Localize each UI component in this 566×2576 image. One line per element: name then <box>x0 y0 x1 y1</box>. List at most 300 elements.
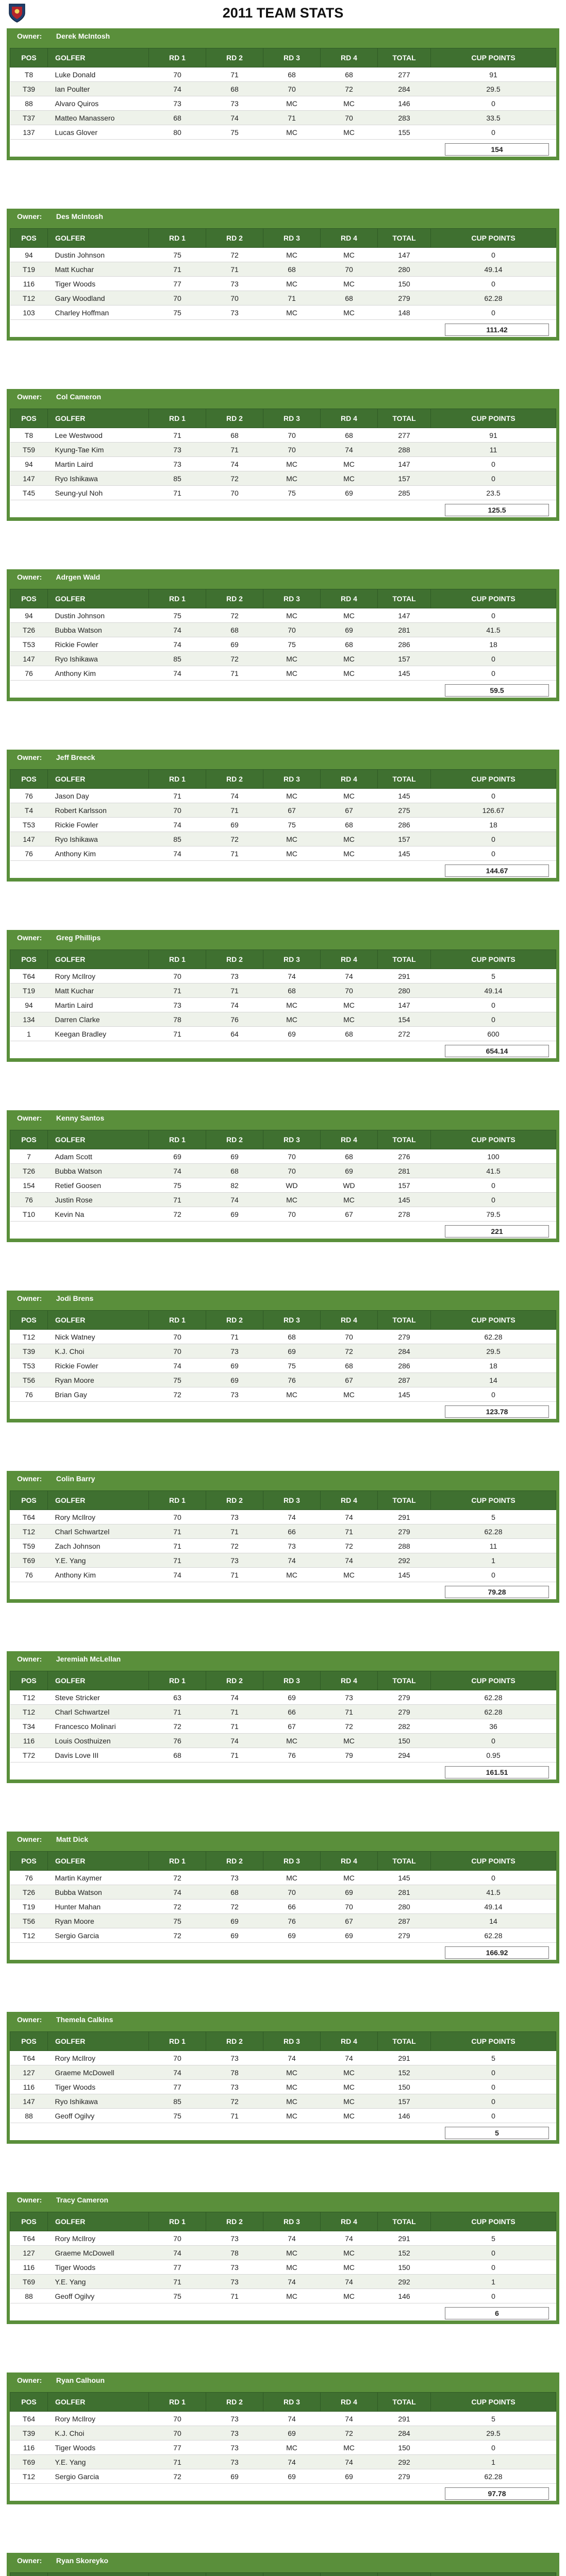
cell-rd3: MC <box>263 998 321 1012</box>
table-row <box>10 1553 556 1568</box>
cell-rd2: 78 <box>206 2246 263 2260</box>
col-header-pos: POS <box>10 229 48 248</box>
cell-rd4: 69 <box>321 623 378 637</box>
col-header-rd2: RD 2 <box>206 2393 263 2412</box>
cell-cup-points: 23.5 <box>431 486 556 500</box>
team-cup-points-total: 125.5 <box>445 504 549 516</box>
cell-rd1: 73 <box>149 998 206 1012</box>
cell-rd3: 70 <box>263 623 321 637</box>
cell-golfer: Zach Johnson <box>48 1539 149 1553</box>
cell-rd1: 74 <box>149 1359 206 1373</box>
col-header-rd4: RD 4 <box>321 2393 378 2412</box>
col-header-rd1: RD 1 <box>149 48 206 67</box>
cell-golfer: Steve Stricker <box>48 1690 149 1705</box>
cell-rd2: 72 <box>206 608 263 623</box>
cell-rd2: 72 <box>206 1900 263 1914</box>
col-header-golfer <box>48 2573 149 2576</box>
cell-rd3: 74 <box>263 2231 321 2246</box>
cell-total: 279 <box>378 1705 431 1719</box>
owner-label: Owner: <box>17 1655 42 1663</box>
table-row <box>10 1900 556 1914</box>
cell-rd2: 73 <box>206 96 263 111</box>
cell-rd3: 75 <box>263 1359 321 1373</box>
cell-rd4: 67 <box>321 1373 378 1387</box>
owner-bar <box>7 1110 559 1126</box>
cell-rd1: 80 <box>149 125 206 140</box>
cell-rd1: 73 <box>149 457 206 471</box>
cell-pos: 94 <box>10 998 48 1012</box>
cell-total: 157 <box>378 652 431 666</box>
col-header-rd2 <box>206 2573 263 2576</box>
table-row <box>10 1568 556 1582</box>
owner-label: Owner: <box>17 2556 42 2565</box>
cell-rd1: 70 <box>149 969 206 984</box>
col-header-rd2: RD 2 <box>206 589 263 608</box>
cell-pos: 76 <box>10 1871 48 1885</box>
cell-rd1: 71 <box>149 1705 206 1719</box>
table-header-row <box>10 2573 556 2576</box>
cell-rd1: 76 <box>149 1734 206 1748</box>
cell-golfer: Lucas Glover <box>48 125 149 140</box>
table-header-row <box>10 2393 556 2412</box>
col-header-total: TOTAL <box>378 1130 431 1149</box>
cell-rd2: 73 <box>206 1553 263 1568</box>
cell-pos: 76 <box>10 1568 48 1582</box>
cell-rd4: MC <box>321 2109 378 2123</box>
cell-rd1: 70 <box>149 2231 206 2246</box>
team-table-panel <box>10 48 556 157</box>
cell-total: 278 <box>378 1207 431 1222</box>
cell-rd4: 74 <box>321 1510 378 1524</box>
cell-rd4: 69 <box>321 486 378 500</box>
cell-golfer: Martin Laird <box>48 457 149 471</box>
table-row <box>10 2275 556 2289</box>
cell-pos: T53 <box>10 637 48 652</box>
cell-golfer: Ryo Ishikawa <box>48 832 149 846</box>
cell-cup-points: 5 <box>431 2051 556 2065</box>
cell-rd1: 71 <box>149 262 206 277</box>
cell-golfer: Tiger Woods <box>48 2441 149 2455</box>
col-header-pos <box>10 2573 48 2576</box>
cell-cup-points: 100 <box>431 1149 556 1164</box>
col-header-rd2: RD 2 <box>206 1491 263 1510</box>
cell-pos: T10 <box>10 1207 48 1222</box>
cell-total: 150 <box>378 2441 431 2455</box>
cell-rd4: 69 <box>321 1164 378 1178</box>
cell-rd2: 71 <box>206 1524 263 1539</box>
cell-rd2: 68 <box>206 428 263 443</box>
cell-pos: 127 <box>10 2065 48 2080</box>
cell-golfer: Matteo Manassero <box>48 111 149 125</box>
col-header-total: TOTAL <box>378 409 431 428</box>
cell-rd1: 71 <box>149 2455 206 2469</box>
col-header-rd4: RD 4 <box>321 229 378 248</box>
cell-cup-points: 41.5 <box>431 1164 556 1178</box>
golfer-table <box>10 2572 556 2576</box>
cell-golfer: Rory McIlroy <box>48 1510 149 1524</box>
cell-rd3: 70 <box>263 443 321 457</box>
team-panel <box>7 1471 559 1603</box>
cell-rd4: 68 <box>321 1359 378 1373</box>
table-row <box>10 2469 556 2484</box>
cell-rd2: 73 <box>206 2426 263 2441</box>
cell-total: 155 <box>378 125 431 140</box>
col-header-total: TOTAL <box>378 1852 431 1871</box>
col-header-rd2: RD 2 <box>206 1130 263 1149</box>
cell-pos: 7 <box>10 1149 48 1164</box>
cell-total: 281 <box>378 623 431 637</box>
table-header-row <box>10 1491 556 1510</box>
cell-rd1: 74 <box>149 82 206 96</box>
cell-pos: T69 <box>10 2275 48 2289</box>
cell-cup-points: 18 <box>431 637 556 652</box>
cell-golfer: Geoff Ogilvy <box>48 2109 149 2123</box>
table-row <box>10 1164 556 1178</box>
owner-label: Owner: <box>17 393 42 401</box>
team-table-panel <box>10 228 556 337</box>
cell-rd1: 85 <box>149 652 206 666</box>
table-body <box>10 67 556 140</box>
col-header-rd2: RD 2 <box>206 2032 263 2051</box>
cell-rd1: 74 <box>149 1164 206 1178</box>
cell-cup-points: 14 <box>431 1373 556 1387</box>
col-header-rd3: RD 3 <box>263 950 321 969</box>
cell-pos: 88 <box>10 2289 48 2303</box>
cell-total: 291 <box>378 2051 431 2065</box>
cell-rd2: 73 <box>206 1510 263 1524</box>
cell-golfer: Y.E. Yang <box>48 2275 149 2289</box>
cell-rd3: 68 <box>263 984 321 998</box>
cell-rd3: MC <box>263 306 321 320</box>
cell-total: 284 <box>378 1344 431 1359</box>
team-panel <box>7 1291 559 1422</box>
cell-rd3: WD <box>263 1178 321 1193</box>
cell-rd4: 70 <box>321 1330 378 1344</box>
team-table-panel <box>10 1671 556 1780</box>
cell-pos: T53 <box>10 1359 48 1373</box>
cell-total: 145 <box>378 1193 431 1207</box>
cell-rd4: 69 <box>321 1885 378 1900</box>
cell-cup-points: 62.28 <box>431 291 556 306</box>
cell-pos: 1 <box>10 1027 48 1041</box>
col-header-golfer: GOLFER <box>48 229 149 248</box>
col-header-pos: POS <box>10 1491 48 1510</box>
cell-pos: 116 <box>10 2441 48 2455</box>
team-table-panel <box>10 1490 556 1599</box>
cell-rd3: 74 <box>263 2455 321 2469</box>
table-row <box>10 2080 556 2094</box>
cell-total: 157 <box>378 2094 431 2109</box>
cell-rd2: 70 <box>206 486 263 500</box>
cell-rd4: 70 <box>321 262 378 277</box>
cell-rd2: 71 <box>206 803 263 818</box>
owner-name: Ryan Calhoun <box>56 2376 105 2384</box>
table-row <box>10 637 556 652</box>
team-cup-points-total: 59.5 <box>445 684 549 697</box>
team-total-row <box>10 1403 556 1419</box>
cell-total: 277 <box>378 67 431 82</box>
cell-total: 280 <box>378 1900 431 1914</box>
table-row <box>10 1193 556 1207</box>
cell-total: 294 <box>378 1748 431 1762</box>
cell-rd2: 73 <box>206 969 263 984</box>
table-row <box>10 846 556 861</box>
cell-rd2: 71 <box>206 2289 263 2303</box>
team-panel <box>7 2553 559 2576</box>
cell-golfer: Geoff Ogilvy <box>48 2289 149 2303</box>
col-header-pos: POS <box>10 48 48 67</box>
table-row <box>10 306 556 320</box>
cell-rd1: 73 <box>149 96 206 111</box>
cell-rd1: 74 <box>149 846 206 861</box>
cell-golfer: Y.E. Yang <box>48 1553 149 1568</box>
table-header-row <box>10 770 556 789</box>
cell-rd1: 75 <box>149 248 206 262</box>
cell-rd4: MC <box>321 1387 378 1402</box>
table-row <box>10 803 556 818</box>
cell-golfer: Rickie Fowler <box>48 818 149 832</box>
table-row <box>10 2441 556 2455</box>
cell-rd2: 71 <box>206 984 263 998</box>
cell-cup-points: 49.14 <box>431 262 556 277</box>
cell-rd4: MC <box>321 457 378 471</box>
col-header-rd3: RD 3 <box>263 409 321 428</box>
table-row <box>10 998 556 1012</box>
cell-rd3: MC <box>263 1012 321 1027</box>
cell-total: 288 <box>378 443 431 457</box>
cell-rd2: 70 <box>206 291 263 306</box>
cell-rd3: MC <box>263 96 321 111</box>
cell-cup-points: 0 <box>431 608 556 623</box>
cell-golfer: Louis Oosthuizen <box>48 1734 149 1748</box>
col-header-rd2: RD 2 <box>206 229 263 248</box>
cell-rd2: 71 <box>206 1719 263 1734</box>
owner-bar <box>7 930 559 945</box>
col-header-cup-points: CUP POINTS <box>431 2032 556 2051</box>
cell-rd4: MC <box>321 125 378 140</box>
cell-rd2: 73 <box>206 2455 263 2469</box>
team-panel <box>7 28 559 160</box>
table-body <box>10 1510 556 1582</box>
owner-label: Owner: <box>17 934 42 942</box>
cell-total: 154 <box>378 1012 431 1027</box>
cell-rd4: MC <box>321 2080 378 2094</box>
col-header-rd1: RD 1 <box>149 409 206 428</box>
table-row <box>10 1387 556 1402</box>
owner-label: Owner: <box>17 2376 42 2384</box>
cell-golfer: K.J. Choi <box>48 1344 149 1359</box>
table-row <box>10 2094 556 2109</box>
owner-name: Greg Phillips <box>56 934 101 942</box>
cell-rd1: 71 <box>149 1553 206 1568</box>
table-header-row <box>10 229 556 248</box>
golfer-table <box>10 1671 556 1762</box>
cell-rd4: 74 <box>321 443 378 457</box>
cell-rd4: 68 <box>321 1149 378 1164</box>
cell-rd2: 74 <box>206 789 263 803</box>
cell-golfer: Ian Poulter <box>48 82 149 96</box>
cell-total: 147 <box>378 248 431 262</box>
col-header-pos: POS <box>10 2393 48 2412</box>
cell-total: 146 <box>378 96 431 111</box>
cell-golfer: Alvaro Quiros <box>48 96 149 111</box>
col-header-rd2: RD 2 <box>206 770 263 789</box>
cell-rd4: MC <box>321 248 378 262</box>
table-header-row <box>10 950 556 969</box>
col-header-rd4 <box>321 2573 378 2576</box>
cell-golfer: Kevin Na <box>48 1207 149 1222</box>
team-total-row <box>10 1584 556 1599</box>
cell-cup-points: 1 <box>431 2275 556 2289</box>
col-header-rd1: RD 1 <box>149 2393 206 2412</box>
owner-label: Owner: <box>17 1835 42 1843</box>
col-header-pos: POS <box>10 950 48 969</box>
cell-rd4: 73 <box>321 1690 378 1705</box>
cell-pos: T37 <box>10 111 48 125</box>
cell-rd3: MC <box>263 2109 321 2123</box>
cell-golfer: Robert Karlsson <box>48 803 149 818</box>
cell-total: 279 <box>378 291 431 306</box>
team-cup-points-total: 154 <box>445 143 549 156</box>
table-row <box>10 428 556 443</box>
cell-rd4: MC <box>321 652 378 666</box>
cell-rd4: 70 <box>321 111 378 125</box>
cell-cup-points: 33.5 <box>431 111 556 125</box>
cell-rd1: 74 <box>149 2065 206 2080</box>
col-header-rd3: RD 3 <box>263 2393 321 2412</box>
owner-name: Des McIntosh <box>56 212 103 221</box>
table-row <box>10 471 556 486</box>
owner-bar <box>7 750 559 765</box>
cell-rd4: 68 <box>321 428 378 443</box>
cell-pos: T59 <box>10 1539 48 1553</box>
owner-label: Owner: <box>17 212 42 221</box>
cell-rd3: 74 <box>263 2412 321 2426</box>
team-panel <box>7 2012 559 2144</box>
cell-rd1: 72 <box>149 2469 206 2484</box>
cell-rd2: 64 <box>206 1027 263 1041</box>
cell-rd3: 74 <box>263 1553 321 1568</box>
cell-rd1: 77 <box>149 2080 206 2094</box>
col-header-total: TOTAL <box>378 1491 431 1510</box>
cell-rd1: 74 <box>149 623 206 637</box>
cell-total: 283 <box>378 111 431 125</box>
cell-pos: 116 <box>10 2080 48 2094</box>
owner-label: Owner: <box>17 1475 42 1483</box>
cell-golfer: Anthony Kim <box>48 846 149 861</box>
cell-pos: 116 <box>10 2260 48 2275</box>
cell-rd2: 68 <box>206 82 263 96</box>
cell-rd2: 69 <box>206 2469 263 2484</box>
cell-rd2: 71 <box>206 443 263 457</box>
table-row <box>10 2109 556 2123</box>
cell-rd4: MC <box>321 666 378 681</box>
cell-pos: T64 <box>10 969 48 984</box>
cell-rd3: MC <box>263 125 321 140</box>
cell-rd4: 72 <box>321 1344 378 1359</box>
col-header-rd3: RD 3 <box>263 1491 321 1510</box>
table-row <box>10 818 556 832</box>
golfer-table <box>10 950 556 1041</box>
owner-name: Col Cameron <box>56 393 102 401</box>
cell-rd3: MC <box>263 2080 321 2094</box>
col-header-rd1: RD 1 <box>149 589 206 608</box>
cell-rd1: 71 <box>149 428 206 443</box>
col-header-rd3: RD 3 <box>263 2212 321 2231</box>
cell-pos: T12 <box>10 1690 48 1705</box>
cell-cup-points: 14 <box>431 1914 556 1928</box>
cell-rd2: 74 <box>206 457 263 471</box>
col-header-rd3: RD 3 <box>263 2032 321 2051</box>
cell-rd4: MC <box>321 2094 378 2109</box>
cell-total: 145 <box>378 1871 431 1885</box>
cell-total: 272 <box>378 1027 431 1041</box>
col-header-golfer: GOLFER <box>48 1852 149 1871</box>
team-total-row <box>10 1043 556 1058</box>
cell-rd3: 69 <box>263 1027 321 1041</box>
cell-cup-points: 0 <box>431 471 556 486</box>
cell-rd2: 68 <box>206 1885 263 1900</box>
owner-name: Derek McIntosh <box>56 32 110 40</box>
team-panel <box>7 1651 559 1783</box>
col-header-golfer: GOLFER <box>48 409 149 428</box>
table-row <box>10 262 556 277</box>
cell-cup-points: 5 <box>431 1510 556 1524</box>
col-header-rd3: RD 3 <box>263 589 321 608</box>
owner-bar <box>7 1651 559 1667</box>
cell-rd1: 74 <box>149 1885 206 1900</box>
col-header-total: TOTAL <box>378 589 431 608</box>
table-row <box>10 1539 556 1553</box>
cell-rd3: 68 <box>263 67 321 82</box>
cell-rd3: 70 <box>263 1207 321 1222</box>
col-header-rd1: RD 1 <box>149 1130 206 1149</box>
cell-total: 280 <box>378 984 431 998</box>
cell-total: 275 <box>378 803 431 818</box>
cell-total: 147 <box>378 998 431 1012</box>
table-row <box>10 1719 556 1734</box>
cell-rd3: MC <box>263 1871 321 1885</box>
cell-rd4: 74 <box>321 2412 378 2426</box>
col-header-total <box>378 2573 431 2576</box>
owner-name: Ryan Skoreyko <box>56 2556 109 2565</box>
cell-rd4: 68 <box>321 291 378 306</box>
golfer-table <box>10 48 556 140</box>
cell-rd2: 73 <box>206 2275 263 2289</box>
owner-bar <box>7 1832 559 1847</box>
cell-rd3: MC <box>263 846 321 861</box>
col-header-pos: POS <box>10 1852 48 1871</box>
cell-golfer: Rory McIlroy <box>48 2051 149 2065</box>
table-row <box>10 1027 556 1041</box>
cell-total: 286 <box>378 1359 431 1373</box>
cell-rd4: 74 <box>321 1553 378 1568</box>
cell-rd2: 69 <box>206 1914 263 1928</box>
cell-rd3: MC <box>263 471 321 486</box>
cell-rd1: 75 <box>149 1373 206 1387</box>
col-header-cup-points: CUP POINTS <box>431 950 556 969</box>
col-header-golfer: GOLFER <box>48 950 149 969</box>
cell-cup-points: 0 <box>431 998 556 1012</box>
cell-rd4: 68 <box>321 637 378 652</box>
cell-rd4: 68 <box>321 1027 378 1041</box>
cell-pos: 94 <box>10 457 48 471</box>
cell-rd1: 77 <box>149 277 206 291</box>
cell-cup-points: 0 <box>431 457 556 471</box>
col-header-cup-points: CUP POINTS <box>431 1852 556 1871</box>
team-total-row <box>10 502 556 517</box>
col-header-golfer: GOLFER <box>48 1491 149 1510</box>
